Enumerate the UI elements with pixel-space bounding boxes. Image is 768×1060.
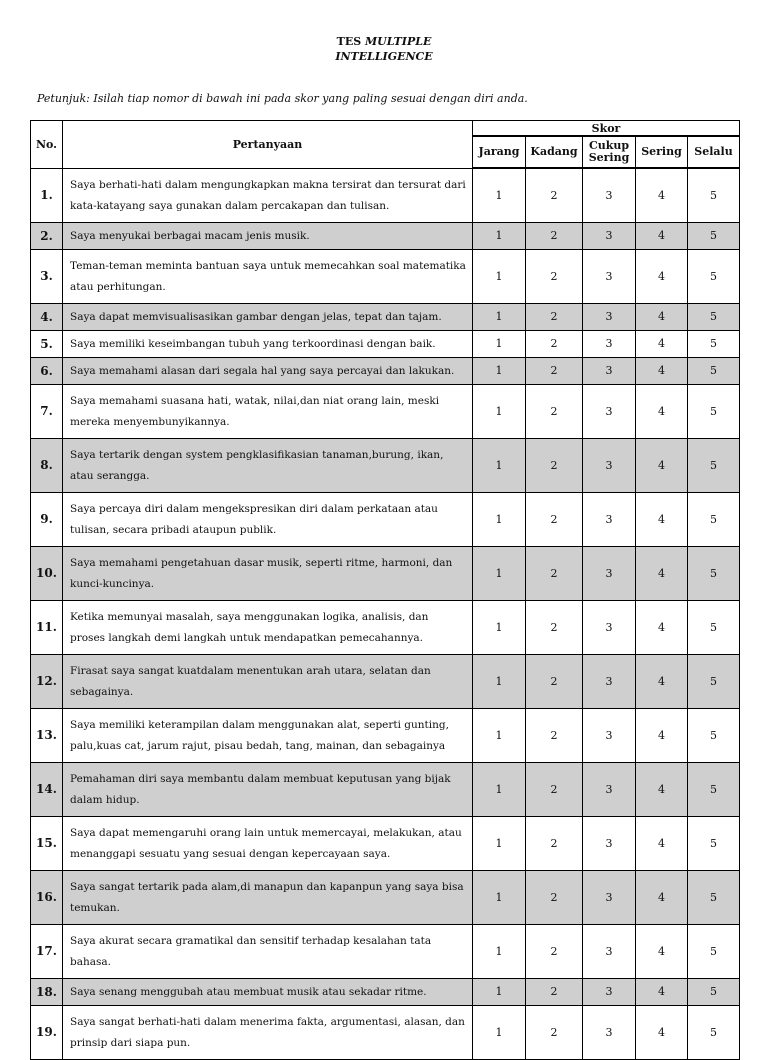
score-jarang-option[interactable]: 1 — [473, 168, 526, 222]
score-kadang-option[interactable]: 2 — [526, 924, 583, 978]
instruction-text: Petunjuk: Isilah tiap nomor di bawah ini pada skor yang paling sesuai dengan diri anda. — [37, 92, 528, 105]
question-number: 11. — [31, 600, 63, 654]
title-word-intelligence: INTELLIGENCE — [335, 50, 433, 63]
score-selalu-option[interactable]: 5 — [688, 546, 740, 600]
question-row — [31, 438, 740, 492]
score-cukup-sering-option[interactable]: 3 — [583, 870, 636, 924]
score-selalu-option[interactable]: 5 — [688, 1005, 740, 1059]
score-cukup-sering-option[interactable]: 3 — [583, 762, 636, 816]
score-kadang-option[interactable]: 2 — [526, 303, 583, 330]
question-text: Saya memahami alasan dari segala hal yang saya percayai dan lakukan. — [63, 357, 473, 384]
score-selalu-option[interactable]: 5 — [688, 438, 740, 492]
question-number: 15. — [31, 816, 63, 870]
title-word-tes: TES — [336, 35, 365, 48]
header-score: Skor — [473, 121, 740, 137]
header-selalu: Selalu — [688, 136, 740, 168]
question-row — [31, 924, 740, 978]
question-number: 5. — [31, 330, 63, 357]
score-selalu-option[interactable]: 5 — [688, 303, 740, 330]
score-cukup-sering-option[interactable]: 3 — [583, 492, 636, 546]
question-row — [31, 330, 740, 357]
score-sering-option[interactable]: 4 — [636, 438, 688, 492]
question-text: Saya percaya diri dalam mengekspresikan diri dalam perkataan atau tulisan, secara pribadi ataupun publik. — [63, 492, 473, 546]
question-number: 8. — [31, 438, 63, 492]
question-row — [31, 492, 740, 546]
question-text: Saya sangat berhati-hati dalam menerima fakta, argumentasi, alasan, dan prinsip dari siapa pun. — [63, 1005, 473, 1059]
score-sering-option[interactable]: 4 — [636, 870, 688, 924]
score-selalu-option[interactable]: 5 — [688, 222, 740, 249]
score-kadang-option[interactable]: 2 — [526, 600, 583, 654]
document-title — [0, 34, 768, 64]
header-jarang: Jarang — [473, 136, 526, 168]
question-text: Pemahaman diri saya membantu dalam membuat keputusan yang bijak dalam hidup. — [63, 762, 473, 816]
question-number: 1. — [31, 168, 63, 222]
score-sering-option[interactable]: 4 — [636, 762, 688, 816]
score-selalu-option[interactable]: 5 — [688, 357, 740, 384]
score-kadang-option[interactable]: 2 — [526, 978, 583, 1005]
header-cukup-sering: Cukup Sering — [583, 136, 636, 168]
score-sering-option[interactable]: 4 — [636, 249, 688, 303]
question-text: Saya menyukai berbagai macam jenis musik. — [63, 222, 473, 249]
score-cukup-sering-option[interactable]: 3 — [583, 654, 636, 708]
question-row — [31, 708, 740, 762]
question-number: 10. — [31, 546, 63, 600]
question-number: 13. — [31, 708, 63, 762]
score-kadang-option[interactable]: 2 — [526, 384, 583, 438]
score-kadang-option[interactable]: 2 — [526, 1005, 583, 1059]
score-sering-option[interactable]: 4 — [636, 978, 688, 1005]
score-kadang-option[interactable]: 2 — [526, 438, 583, 492]
question-text: Saya memiliki keseimbangan tubuh yang terkoordinasi dengan baik. — [63, 330, 473, 357]
question-row — [31, 816, 740, 870]
question-text: Teman-teman meminta bantuan saya untuk memecahkan soal matematika atau perhitungan. — [63, 249, 473, 303]
score-sering-option[interactable]: 4 — [636, 168, 688, 222]
score-cukup-sering-option[interactable]: 3 — [583, 978, 636, 1005]
score-sering-option[interactable]: 4 — [636, 303, 688, 330]
score-kadang-option[interactable]: 2 — [526, 546, 583, 600]
score-selalu-option[interactable]: 5 — [688, 924, 740, 978]
score-selalu-option[interactable]: 5 — [688, 168, 740, 222]
score-jarang-option[interactable]: 1 — [473, 222, 526, 249]
title-word-multiple: MULTIPLE — [365, 35, 432, 48]
score-cukup-sering-option[interactable]: 3 — [583, 546, 636, 600]
question-number: 3. — [31, 249, 63, 303]
score-kadang-option[interactable]: 2 — [526, 762, 583, 816]
question-text: Firasat saya sangat kuatdalam menentukan arah utara, selatan dan sebagainya. — [63, 654, 473, 708]
score-kadang-option[interactable]: 2 — [526, 654, 583, 708]
question-text: Saya memiliki keterampilan dalam menggunakan alat, seperti gunting, palu,kuas cat, jarum rajut, pisau bedah, tang, mainan, dan sebagainya — [63, 708, 473, 762]
question-text: Saya senang menggubah atau membuat musik atau sekadar ritme. — [63, 978, 473, 1005]
score-jarang-option[interactable]: 1 — [473, 708, 526, 762]
score-jarang-option[interactable]: 1 — [473, 870, 526, 924]
score-kadang-option[interactable]: 2 — [526, 492, 583, 546]
question-number: 4. — [31, 303, 63, 330]
score-selalu-option[interactable]: 5 — [688, 600, 740, 654]
header-kadang: Kadang — [526, 136, 583, 168]
score-kadang-option[interactable]: 2 — [526, 222, 583, 249]
score-sering-option[interactable]: 4 — [636, 384, 688, 438]
question-row — [31, 762, 740, 816]
score-cukup-sering-option[interactable]: 3 — [583, 168, 636, 222]
question-row — [31, 1005, 740, 1059]
score-jarang-option[interactable]: 1 — [473, 978, 526, 1005]
score-cukup-sering-option[interactable]: 3 — [583, 357, 636, 384]
question-row — [31, 303, 740, 330]
question-number: 7. — [31, 384, 63, 438]
score-kadang-option[interactable]: 2 — [526, 249, 583, 303]
score-jarang-option[interactable]: 1 — [473, 357, 526, 384]
score-jarang-option[interactable]: 1 — [473, 330, 526, 357]
score-kadang-option[interactable]: 2 — [526, 330, 583, 357]
score-sering-option[interactable]: 4 — [636, 708, 688, 762]
score-cukup-sering-option[interactable]: 3 — [583, 222, 636, 249]
score-sering-option[interactable]: 4 — [636, 654, 688, 708]
question-row — [31, 222, 740, 249]
score-jarang-option[interactable]: 1 — [473, 816, 526, 870]
score-sering-option[interactable]: 4 — [636, 924, 688, 978]
score-sering-option[interactable]: 4 — [636, 222, 688, 249]
score-kadang-option[interactable]: 2 — [526, 870, 583, 924]
score-sering-option[interactable]: 4 — [636, 492, 688, 546]
question-text: Saya memahami suasana hati, watak, nilai,dan niat orang lain, meski mereka menyembunyikannya. — [63, 384, 473, 438]
score-cukup-sering-option[interactable]: 3 — [583, 249, 636, 303]
question-row — [31, 600, 740, 654]
score-selalu-option[interactable]: 5 — [688, 708, 740, 762]
score-selalu-option[interactable]: 5 — [688, 816, 740, 870]
question-text: Saya dapat memengaruhi orang lain untuk memercayai, melakukan, atau menanggapi sesuatu yang sesuai dengan kepercayaan saya. — [63, 816, 473, 870]
score-cukup-sering-option[interactable]: 3 — [583, 924, 636, 978]
question-number: 14. — [31, 762, 63, 816]
score-sering-option[interactable]: 4 — [636, 546, 688, 600]
score-cukup-sering-option[interactable]: 3 — [583, 384, 636, 438]
score-cukup-sering-option[interactable]: 3 — [583, 303, 636, 330]
score-jarang-option[interactable]: 1 — [473, 303, 526, 330]
score-sering-option[interactable]: 4 — [636, 1005, 688, 1059]
score-selalu-option[interactable]: 5 — [688, 492, 740, 546]
question-number: 12. — [31, 654, 63, 708]
question-number: 6. — [31, 357, 63, 384]
question-text: Saya tertarik dengan system pengklasifikasian tanaman,burung, ikan, atau serangga. — [63, 438, 473, 492]
header-sering: Sering — [636, 136, 688, 168]
score-sering-option[interactable]: 4 — [636, 357, 688, 384]
question-number: 17. — [31, 924, 63, 978]
question-text: Saya sangat tertarik pada alam,di manapun dan kapanpun yang saya bisa temukan. — [63, 870, 473, 924]
header-no: No. — [31, 121, 63, 169]
question-text: Saya berhati-hati dalam mengungkapkan makna tersirat dan tersurat dari kata-katayang saya gunakan dalam percakapan dan tulisan. — [63, 168, 473, 222]
question-row — [31, 546, 740, 600]
question-row — [31, 357, 740, 384]
score-cukup-sering-option[interactable]: 3 — [583, 600, 636, 654]
score-cukup-sering-option[interactable]: 3 — [583, 438, 636, 492]
score-selalu-option[interactable]: 5 — [688, 249, 740, 303]
score-jarang-option[interactable]: 1 — [473, 600, 526, 654]
question-number: 18. — [31, 978, 63, 1005]
score-jarang-option[interactable]: 1 — [473, 1005, 526, 1059]
score-sering-option[interactable]: 4 — [636, 816, 688, 870]
score-selalu-option[interactable]: 5 — [688, 384, 740, 438]
score-jarang-option[interactable]: 1 — [473, 384, 526, 438]
question-number: 2. — [31, 222, 63, 249]
score-selalu-option[interactable]: 5 — [688, 762, 740, 816]
score-cukup-sering-option[interactable]: 3 — [583, 1005, 636, 1059]
question-row — [31, 384, 740, 438]
question-text: Saya memahami pengetahuan dasar musik, seperti ritme, harmoni, dan kunci-kuncinya. — [63, 546, 473, 600]
score-cukup-sering-option[interactable]: 3 — [583, 330, 636, 357]
score-jarang-option[interactable]: 1 — [473, 492, 526, 546]
score-selalu-option[interactable]: 5 — [688, 870, 740, 924]
header-question: Pertanyaan — [63, 121, 473, 169]
question-row — [31, 168, 740, 222]
question-row — [31, 870, 740, 924]
score-selalu-option[interactable]: 5 — [688, 330, 740, 357]
question-row — [31, 654, 740, 708]
score-sering-option[interactable]: 4 — [636, 600, 688, 654]
score-kadang-option[interactable]: 2 — [526, 168, 583, 222]
score-jarang-option[interactable]: 1 — [473, 438, 526, 492]
score-jarang-option[interactable]: 1 — [473, 546, 526, 600]
score-jarang-option[interactable]: 1 — [473, 762, 526, 816]
score-kadang-option[interactable]: 2 — [526, 357, 583, 384]
score-selalu-option[interactable]: 5 — [688, 978, 740, 1005]
score-kadang-option[interactable]: 2 — [526, 708, 583, 762]
question-number: 19. — [31, 1005, 63, 1059]
questionnaire-table — [30, 120, 740, 1060]
question-text: Ketika memunyai masalah, saya menggunakan logika, analisis, dan proses langkah demi langkah untuk mendapatkan pemecahannya. — [63, 600, 473, 654]
score-jarang-option[interactable]: 1 — [473, 924, 526, 978]
question-text: Saya dapat memvisualisasikan gambar dengan jelas, tepat dan tajam. — [63, 303, 473, 330]
question-number: 9. — [31, 492, 63, 546]
question-text: Saya akurat secara gramatikal dan sensitif terhadap kesalahan tata bahasa. — [63, 924, 473, 978]
question-row — [31, 978, 740, 1005]
score-cukup-sering-option[interactable]: 3 — [583, 816, 636, 870]
score-kadang-option[interactable]: 2 — [526, 816, 583, 870]
score-jarang-option[interactable]: 1 — [473, 654, 526, 708]
score-cukup-sering-option[interactable]: 3 — [583, 708, 636, 762]
score-selalu-option[interactable]: 5 — [688, 654, 740, 708]
question-row — [31, 249, 740, 303]
question-number: 16. — [31, 870, 63, 924]
score-sering-option[interactable]: 4 — [636, 330, 688, 357]
score-jarang-option[interactable]: 1 — [473, 249, 526, 303]
